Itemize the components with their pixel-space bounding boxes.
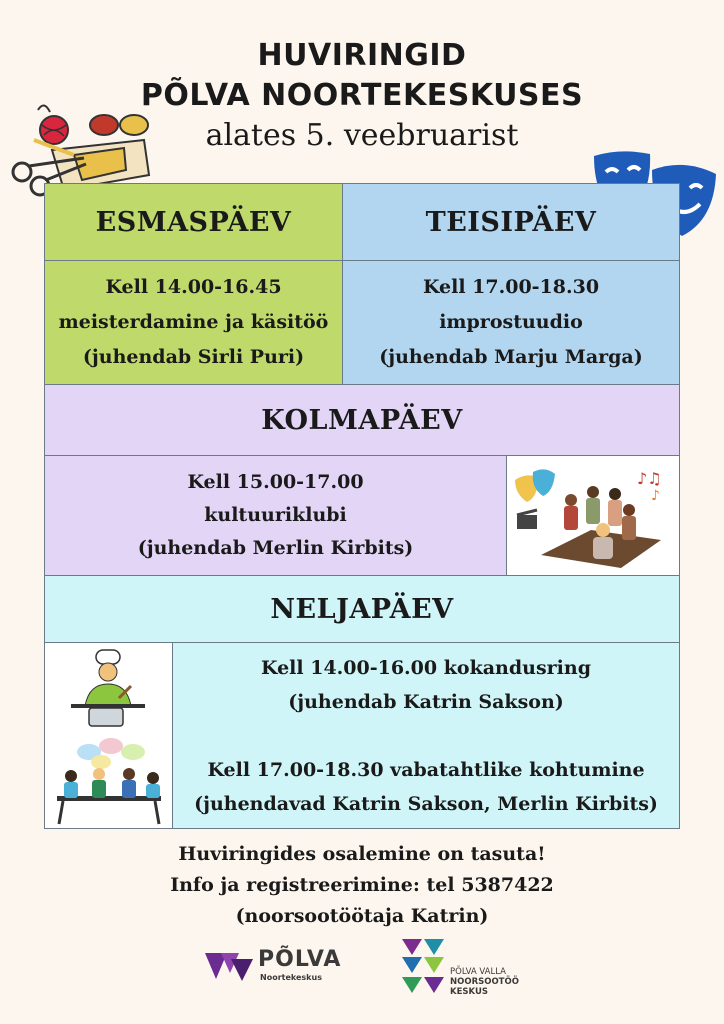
polva-logo-subtitle: Noortekeskus [260,973,322,982]
monday-header [44,183,343,261]
wednesday-info [44,455,507,576]
tuesday-day-label: TEISIPÄEV [425,206,597,238]
monday-leader: (juhendab Sirli Puri) [82,346,305,368]
tuesday-activity: improstuudio [439,311,583,333]
thursday-header [44,575,680,643]
monday-info [44,260,343,385]
contact-info: Info ja registreerimine: tel 5387422 [170,874,554,896]
valla-logo-line2: NOORSOOTÖÖ [450,977,519,987]
wednesday-day-label: KOLMAPÄEV [261,404,463,436]
wednesday-leader: (juhendab Merlin Kirbits) [137,537,414,559]
polva-logo-name: PÕLVA [258,947,342,972]
tuesday-leader: (juhendab Marju Marga) [379,346,643,368]
thursday-cooking-leader: (juhendab Katrin Sakson) [288,690,564,713]
culture-club-illustration-icon [511,460,675,572]
svg-text:♪♫: ♪♫ [637,468,662,488]
thursday-volunteer-time: Kell 17.00-18.30 vabatahtlike kohtumine [207,758,645,781]
wednesday-header [44,384,680,456]
wednesday-time: Kell 15.00-17.00 [187,471,364,493]
svg-text:♪: ♪ [651,487,660,504]
polva-logo-mark-icon [203,951,255,983]
thursday-info [172,642,680,829]
free-participation-note: Huviringides osalemine on tasuta! [178,843,546,865]
monday-day-label: ESMASPÄEV [95,206,292,238]
poster-title-line2: PÕLVA NOORTEKESKUSES [140,78,584,113]
culture-club-image [506,455,680,576]
monday-time: Kell 14.00-16.45 [105,276,282,298]
thursday-image [44,642,173,829]
monday-activity: meisterdamine ja käsitöö [58,311,329,333]
valla-logo-line1: PÕLVA VALLA [450,967,506,977]
cooking-and-meeting-illustration-icon [49,646,169,826]
poster-subtitle: alates 5. veebruarist [205,118,519,153]
contact-person: (noorsootöötaja Katrin) [235,905,489,927]
thursday-cooking-time: Kell 14.00-16.00 kokandusring [261,656,591,679]
thursday-day-label: NELJAPÄEV [270,593,454,625]
polva-valla-noorsootoo-logo [400,937,540,1001]
polva-noortekeskus-logo [203,947,363,987]
thursday-volunteer-leaders: (juhendavad Katrin Sakson, Merlin Kirbits) [194,792,658,815]
poster-title-line1: HUVIRINGID [257,38,467,73]
valla-logo-mark-icon [400,937,446,997]
valla-logo-line3: KESKUS [450,987,488,997]
wednesday-activity: kultuuriklubi [204,504,347,526]
tuesday-time: Kell 17.00-18.30 [422,276,600,298]
tuesday-info [342,260,680,385]
tuesday-header [342,183,680,261]
